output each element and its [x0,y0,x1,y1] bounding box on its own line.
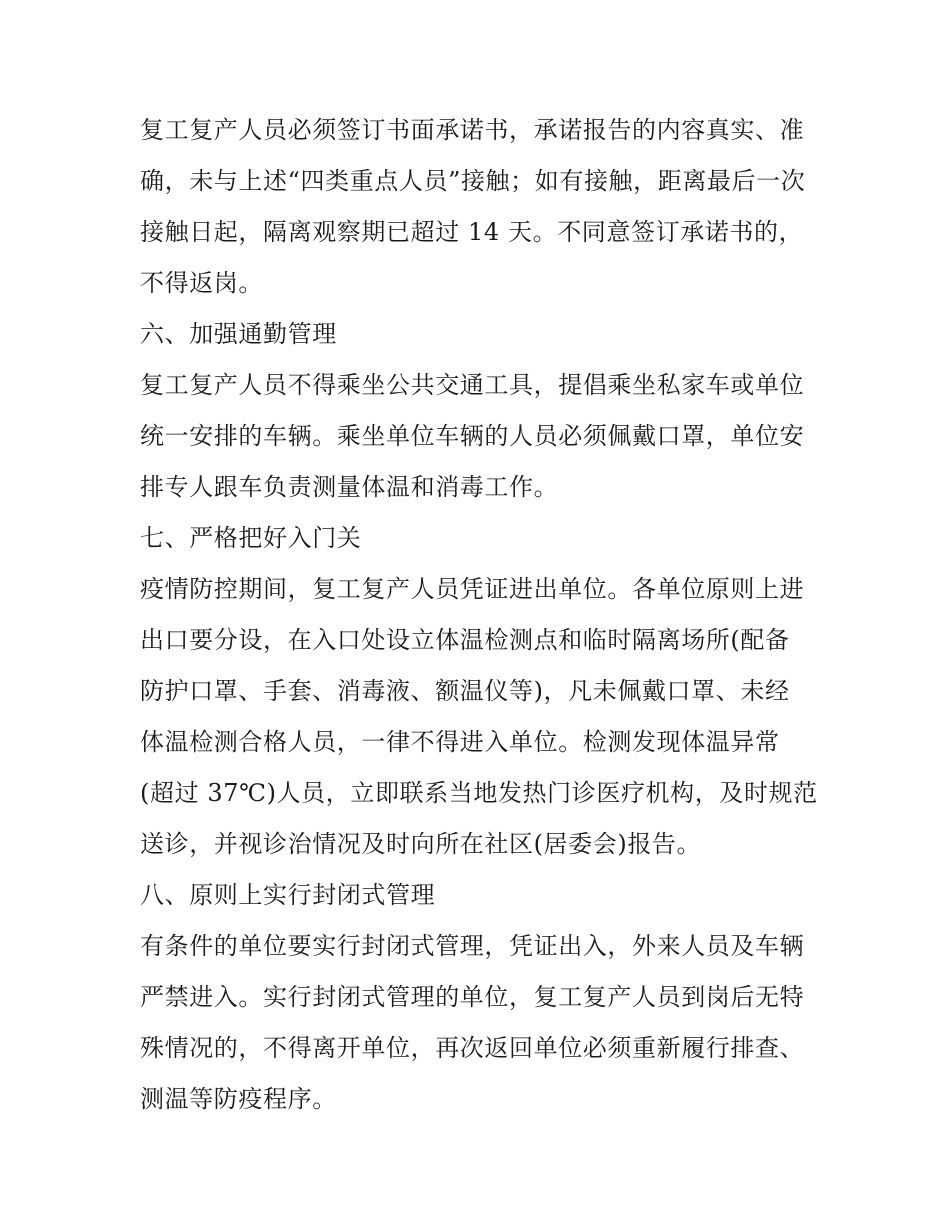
paragraph-line: 防护口罩、手套、消毒液、额温仪等)，凡未佩戴口罩、未经 [140,677,790,705]
paragraph-line: 送诊，并视诊治情况及时向所在社区(居委会)报告。 [140,830,702,858]
paragraph-line: 测温等防疫程序。 [140,1085,337,1113]
section-heading-6: 六、加强通勤管理 [140,320,337,348]
paragraph-line: 出口要分设，在入口处设立体温检测点和临时隔离场所(配备 [140,626,790,654]
section-heading-7: 七、严格把好入门关 [140,524,362,552]
paragraph-line: 严禁进入。实行封闭式管理的单位，复工复产人员到岗后无特 [140,983,805,1011]
paragraph-line: 复工复产人员不得乘坐公共交通工具，提倡乘坐私家车或单位 [140,371,805,399]
paragraph-line: 接触日起，隔离观察期已超过 14 天。不同意签订承诺书的， [140,218,804,246]
paragraph-line: 有条件的单位要实行封闭式管理，凭证出入，外来人员及车辆 [140,932,805,960]
section-heading-8: 八、原则上实行封闭式管理 [140,881,436,909]
paragraph-line: 不得返岗。 [140,269,263,297]
paragraph-line: 复工复产人员必须签订书面承诺书，承诺报告的内容真实、准 [140,116,805,144]
paragraph-line: (超过 37℃)人员，立即联系当地发热门诊医疗机构，及时规范 [140,779,818,807]
document-body [140,105,820,1125]
paragraph-line: 确，未与上述“四类重点人员”接触；如有接触，距离最后一次 [140,167,806,195]
paragraph-line: 疫情防控期间，复工复产人员凭证进出单位。各单位原则上进 [140,575,805,603]
paragraph-line: 体温检测合格人员，一律不得进入单位。检测发现体温异常 [140,728,780,756]
paragraph-line: 排专人跟车负责测量体温和消毒工作。 [140,473,559,501]
paragraph-line: 统一安排的车辆。乘坐单位车辆的人员必须佩戴口罩，单位安 [140,422,805,450]
paragraph-line: 殊情况的，不得离开单位，再次返回单位必须重新履行排查、 [140,1034,805,1062]
